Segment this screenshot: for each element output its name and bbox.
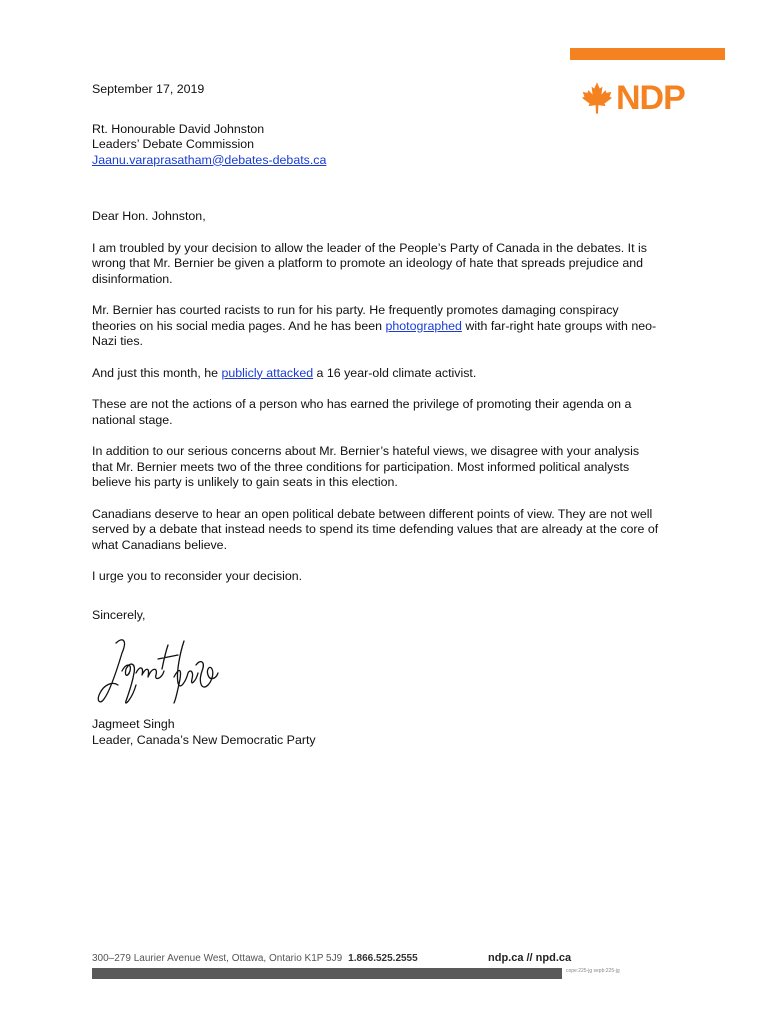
paragraph-3-text-before: And just this month, he <box>92 365 222 380</box>
closing: Sincerely, <box>92 607 146 622</box>
paragraph-3 <box>92 366 662 382</box>
photographed-link[interactable]: photographed <box>385 318 462 333</box>
handwritten-signature <box>92 629 222 709</box>
recipient-block <box>92 122 662 169</box>
footer-address: 300–279 Laurier Avenue West, Ottawa, Ontario K1P 5J9 <box>92 953 343 964</box>
paragraph-2-text-before: Mr. Bernier has courted racists to run for his party. He frequently promotes damaging conspiracy theories on his social media pages. And he has been <box>92 303 619 333</box>
footer-website: ndp.ca // npd.ca <box>488 952 572 964</box>
footer-phone: 1.866.525.2555 <box>348 953 418 964</box>
paragraph-2 <box>92 303 662 350</box>
paragraph-3-text-after: a 16 year-old climate activist. <box>313 365 477 380</box>
recipient-name: Rt. Honourable David Johnston <box>92 121 265 136</box>
footer <box>92 953 725 967</box>
paragraph-5: In addition to our serious concerns about Mr. Bernier’s hateful views, we disagree with your analysis that Mr. Bernier meets two of the three conditions for participation. Most informed political analysts believe his party is unlikely to gain seats in this election. <box>92 444 640 489</box>
footer-address-line <box>92 953 418 964</box>
logo-wordmark: NDP <box>616 79 685 117</box>
header-accent-bar <box>570 48 725 60</box>
signer-title: Leader, Canada’s New Democratic Party <box>92 732 316 747</box>
footer-union-codes: cope:225-jg sepb:225-jg <box>566 968 620 974</box>
publicly-attacked-link[interactable]: publicly attacked <box>221 365 314 380</box>
paragraph-7: I urge you to reconsider your decision. <box>92 569 303 583</box>
recipient-email-link[interactable]: Jaanu.varaprasatham@debates-debats.ca <box>92 152 327 167</box>
recipient-organization: Leaders’ Debate Commission <box>92 137 255 151</box>
signer-block <box>92 717 662 748</box>
signer-name: Jagmeet Singh <box>92 717 175 731</box>
letter-body <box>92 82 662 748</box>
letter-date: September 17, 2019 <box>92 82 205 96</box>
salutation: Dear Hon. Johnston, <box>92 209 206 223</box>
paragraph-4: These are not the actions of a person who has earned the privilege of promoting their agenda on a national stage. <box>92 397 632 427</box>
paragraph-2-text-after: with far-right hate groups with neo-Nazi ties. <box>92 318 657 348</box>
footer-bar <box>92 968 562 979</box>
paragraph-1: I am troubled by your decision to allow the leader of the People’s Party of Canada in the debates. It is wrong that Mr. Bernier be given a platform to promote an ideology of hate that spreads prejudice and disinformation. <box>92 240 647 286</box>
paragraph-6: Canadians deserve to hear an open political debate between different points of view. They are not well served by a debate that instead needs to spend its time defending values that are already at the core of what Canadians believe. <box>92 506 659 552</box>
